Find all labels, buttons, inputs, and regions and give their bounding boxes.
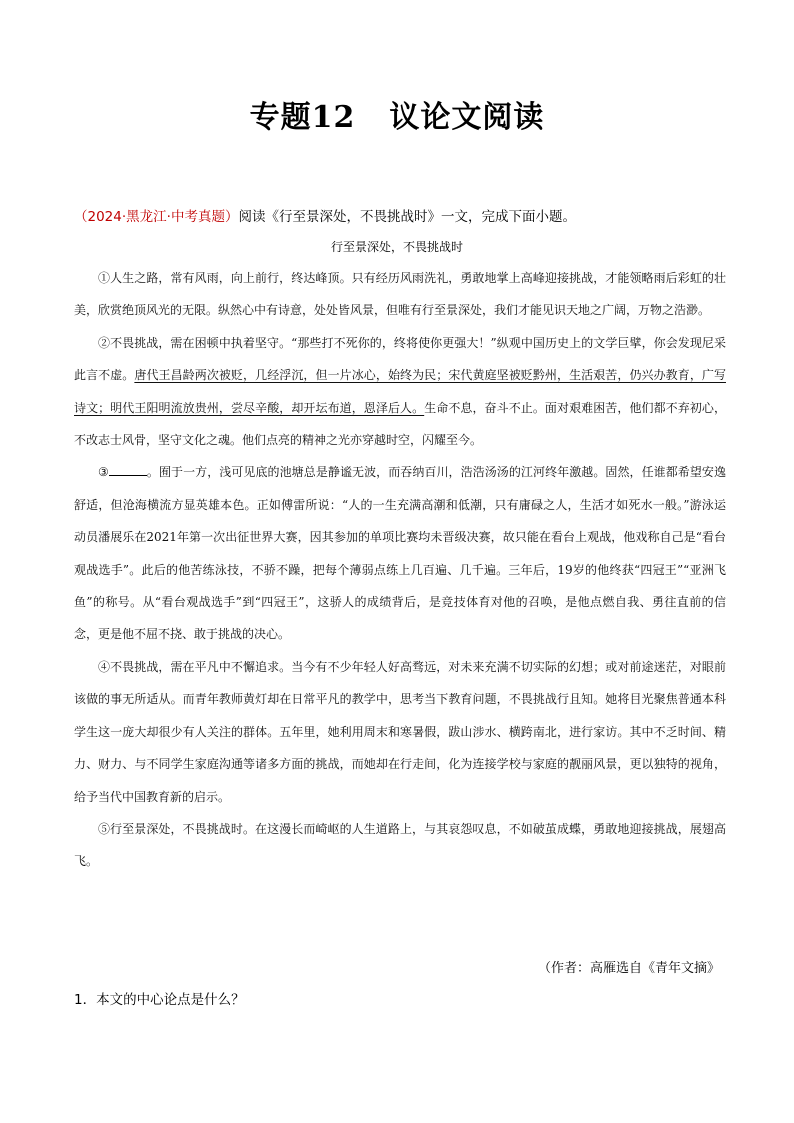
instruction-text: 阅读《行至景深处，不畏挑战时》一文，完成下面小题。 (238, 209, 576, 225)
question-1: 1．本文的中心论点是什么？ (74, 992, 245, 1008)
exam-source: 2024·黑龙江·中考真题 (87, 209, 225, 225)
paragraph-1: ①人生之路，常有风雨，向上前行，终达峰顶。只有经历风雨洗礼，勇敢地掌上高峰迎接挑战，才能领略雨后彩虹的壮美，欣赏绝顶风光的无限。纵然心中有诗意，处处皆风景，但唯有行至景深处，我们才能见识天地之广阔，万物之浩渺。 (74, 271, 726, 318)
question-intro: （2024·黑龙江·中考真题）阅读《行至景深处，不畏挑战时》一文，完成下面小题。 (74, 209, 576, 225)
paragraph-3: ③ 。囿于一方，浅可见底的池塘总是静谧无波，而吞纳百川，浩浩汤汤的江河终年激越。固然，任谁都希望安逸舒适，但沧海横流方显英雄本色。正如傅雷所说：“人的一生充满高潮和低潮，只有庸碌之人，生活才如死水一般。”游泳运动员潘展乐在2021年第一次出征世界大赛，因其参加的单项比赛均未晋级决赛，故只能在看台上观战，他戏称自己是“看台观战选手”。此后的他苦练泳技，不骄不躁，把每个薄弱点练上几百遍、几千遍。三年后，19岁的他终获“四冠王”“亚洲飞鱼”的称号。从“看台观战选手”到“四冠王”，这骄人的成绩背后，是竞技体育对他的召唤，是他点燃自我、勇往直前的信念，更是他不屈不挠、敢于挑战的决心。 (74, 456, 726, 650)
paragraph-5: ⑤行至景深处，不畏挑战时。在这漫长而崎岖的人生道路上，与其哀怨叹息，不如破茧成蝶，勇敢地迎接挑战，展翅高飞。 (74, 821, 726, 869)
fill-in-blank[interactable] (109, 461, 147, 476)
article-title: 行至景深处，不畏挑战时 (330, 240, 463, 254)
title-topic: 专题12 (249, 100, 356, 135)
paragraph-4: ④不畏挑战，需在平凡中不懈追求。当今有不少年轻人好高骛远，对未来充满不切实际的幻想；或对前途迷茫，对眼前该做的事无所适从。而青年教师黄灯却在日常平凡的教学中，思考当下教育问题，不畏挑战行且知。她将目光聚焦普通本科学生这一庞大却很少有人关注的群体。五年里，她利用周末和寒暑假，跋山涉水、横跨南北，进行家访。其中不乏时间、精力、财力、与不同学生家庭沟通等诸多方面的挑战，而她却在行走间，化为连接学校与家庭的靓丽风景，更以独特的视角，给予当代中国教育新的启示。 (74, 659, 726, 804)
underlined-examples: 唐代王昌龄两次被贬，几经浮沉，但一片冰心，始终为民；宋代黄庭坚被贬黔州，生活艰苦，仍兴办教育，广写诗文；明代王阳明流放贵州，尝尽辛酸，却开坛布道，恩泽后人。 (74, 368, 726, 415)
title-subject: 议论文阅读 (389, 100, 545, 135)
author-credit: （作者：高雁选自《青年文摘》 (537, 961, 720, 976)
article-body (74, 262, 726, 878)
page-title (0, 92, 794, 136)
paragraph-2: ②不畏挑战，需在困顿中执着坚守。“那些打不死你的，终将使你更强大！”纵观中国历史上的文学巨擘，你会发现尼采此言不虚。唐代王昌龄两次被贬，几经浮沉，但一片冰心，始终为民；宋代黄庭坚被贬黔州，生活艰苦，仍兴办教育，广写诗文；明代王阳明流放贵州，尝尽辛酸，却开坛布道，恩泽后人。生命不息，奋斗不止。面对艰难困苦，他们都不弃初心，不改志士风骨，坚守文化之魂。他们点亮的精神之光亦穿越时空，闪耀至今。 (74, 335, 726, 448)
